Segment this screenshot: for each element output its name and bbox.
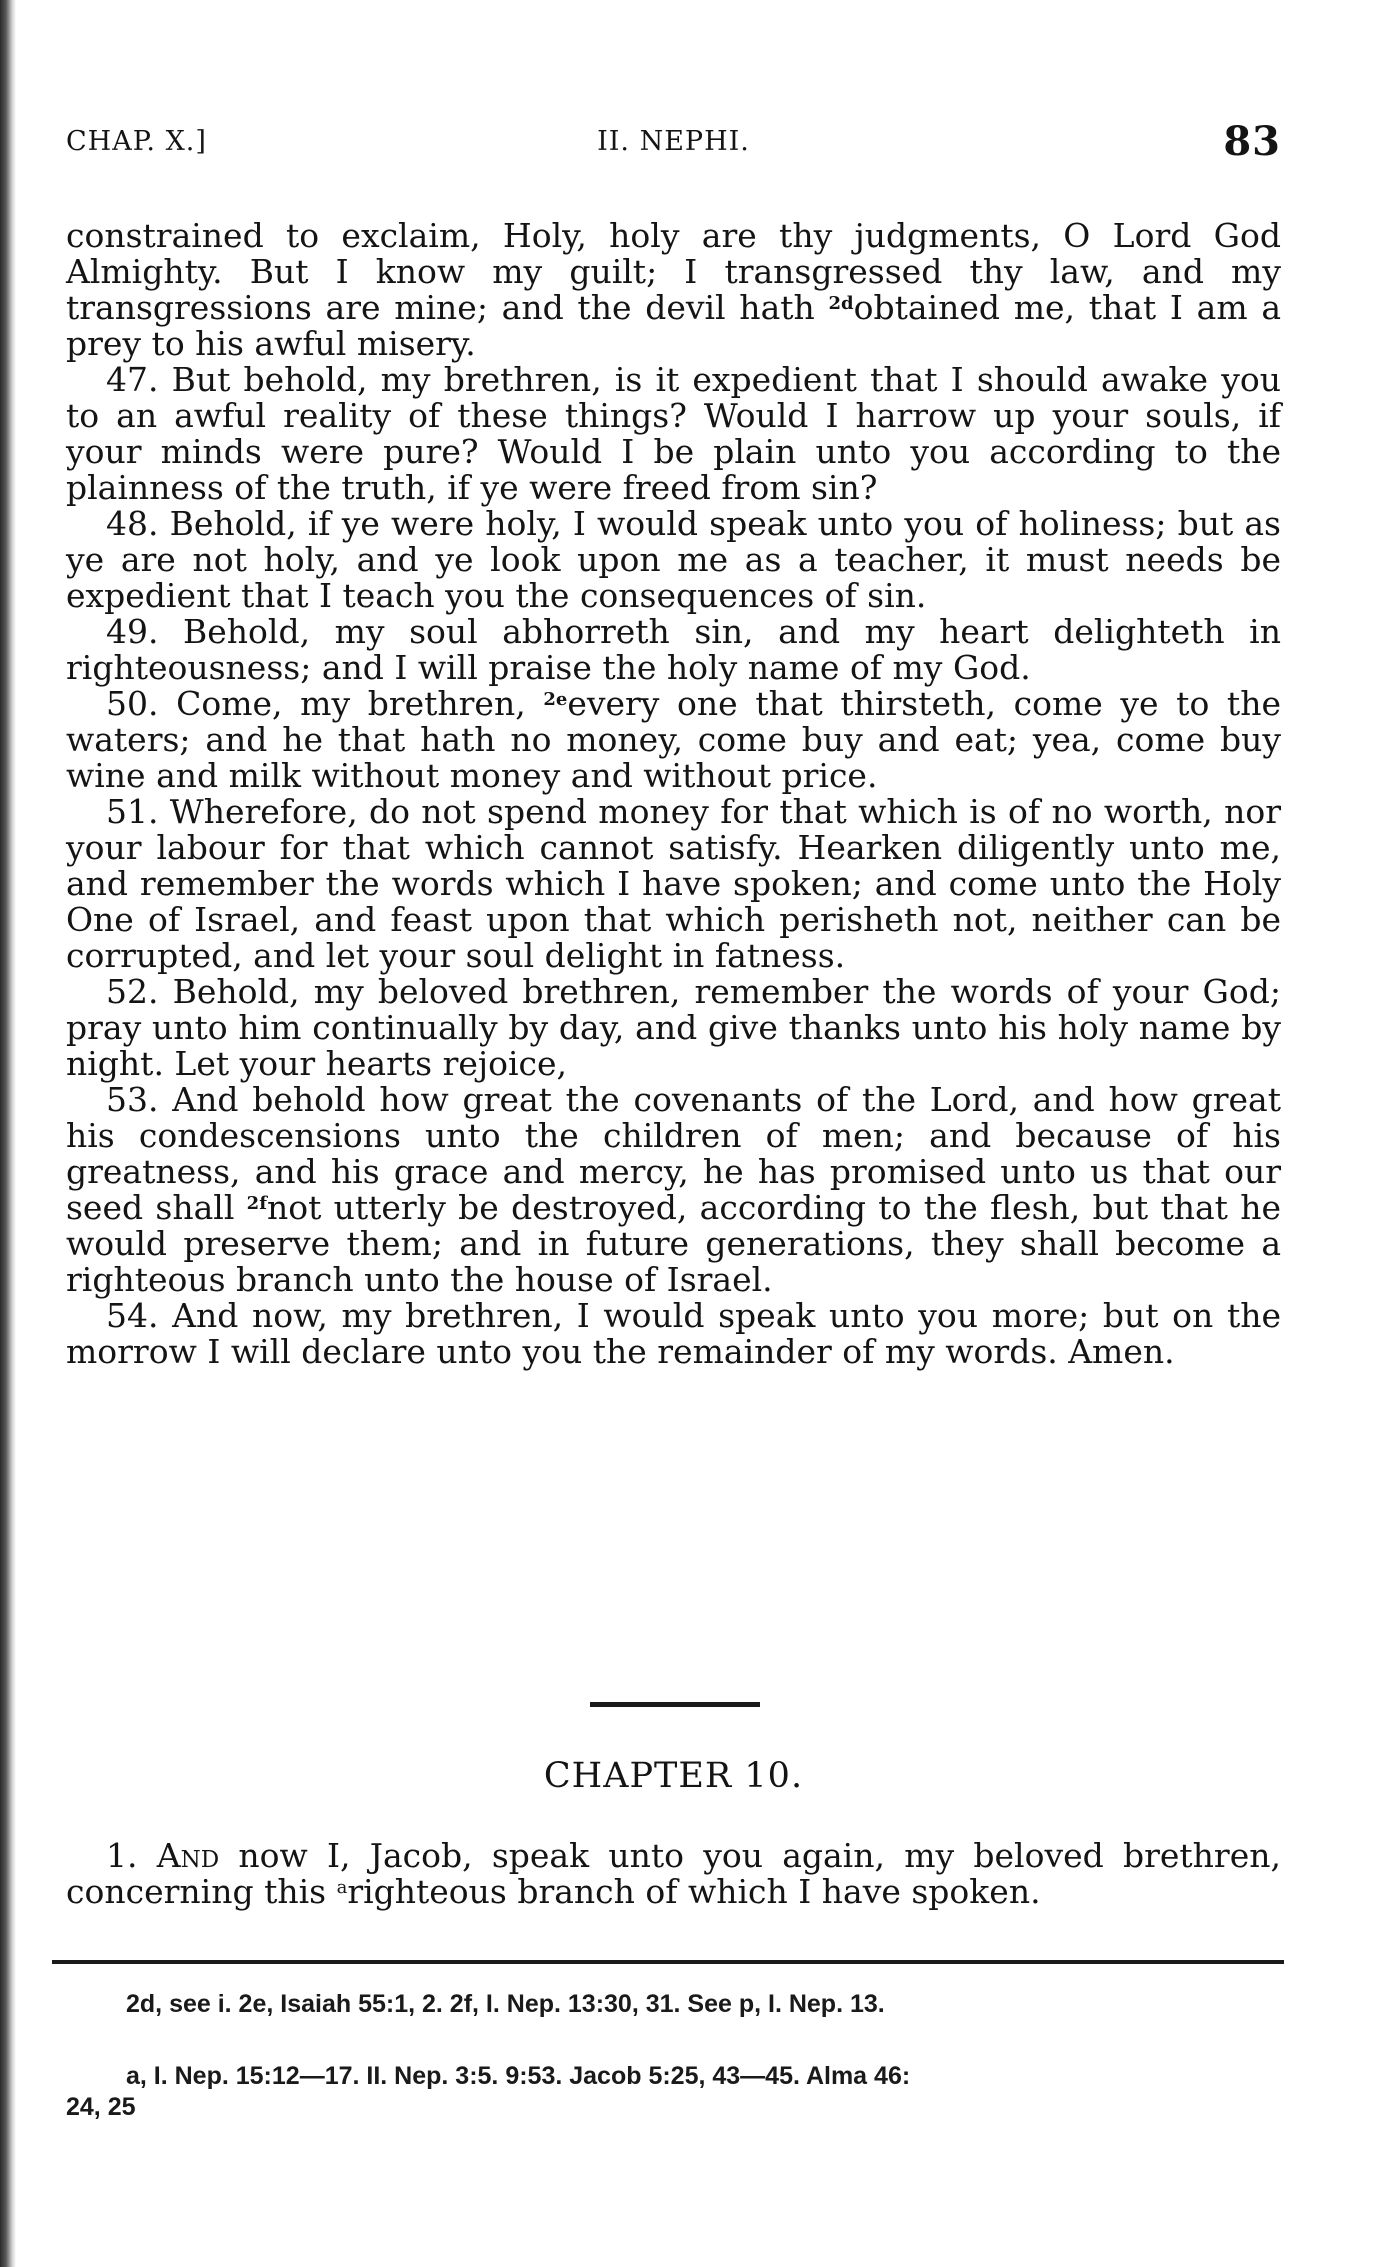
page-binding-edge bbox=[0, 0, 16, 2267]
chapter-heading: CHAPTER 10. bbox=[543, 1756, 804, 1796]
page-number: 83 bbox=[1223, 118, 1281, 165]
footnote-rule bbox=[52, 1960, 1284, 1964]
verse-54: 54. And now, my brethren, I would speak unto you more; but on the morrow I will declare unto you the remainder of my words. Amen. bbox=[66, 1296, 1281, 1371]
verse-52: 52. Behold, my beloved brethren, remember the words of your God; pray unto him continually by day, and give thanks unto his holy name by night. Let your hearts rejoice, bbox=[66, 972, 1281, 1083]
main-text bbox=[66, 218, 1281, 1370]
verse-49: 49. Behold, my soul abhorreth sin, and my heart delighteth in righteousness; and I will praise the holy name of my God. bbox=[66, 612, 1281, 687]
section-divider bbox=[590, 1702, 760, 1707]
footnote-continuation: 24, 25 bbox=[66, 2093, 136, 2121]
footnote-marker: 2e bbox=[543, 689, 568, 710]
footnote-marker: 2d bbox=[828, 293, 854, 314]
footnote-marker: 2f bbox=[246, 1193, 267, 1214]
continued-paragraph: constrained to exclaim, Holy, holy are thy judgments, O Lord God Almighty. But I know my guilt; I transgressed thy law, and my transgressions are mine; and the devil hath $^{2d}$obtained me, that I am a prey to his awful misery. bbox=[66, 216, 1281, 363]
book-title: II. NEPHI. bbox=[597, 126, 750, 157]
verse-1: 1. And now I, Jacob, speak unto you again, my beloved brethren, concerning this $^a$righteous branch of which I have spoken. bbox=[66, 1836, 1281, 1911]
running-header bbox=[66, 118, 1281, 178]
verse-53: 53. And behold how great the covenants of the Lord, and how great his condescensions unto the children of men; and because of his greatness, and his grace and mercy, he has promised unto us that our seed shall $^{2f}$not utterly be destroyed, according to the flesh, but that he would preserve them; and in future generations, they shall become a righteous branch unto the house of Israel. bbox=[66, 1080, 1281, 1299]
chapter-label: CHAP. X.] bbox=[66, 126, 207, 157]
verse-51: 51. Wherefore, do not spend money for that which is of no worth, nor your labour for that which cannot satisfy. Hearken diligently unto me, and remember the words which I have spoken; and come unto the Holy One of Israel, and feast upon that which perisheth not, neither can be corrupted, and let your soul delight in fatness. bbox=[66, 792, 1281, 975]
verse-47: 47. But behold, my brethren, is it expedient that I should awake you to an awful reality of these things? Would I harrow up your souls, if your minds were pure? Would I be plain unto you according to the plainness of the truth, if ye were freed from sin? bbox=[66, 360, 1281, 507]
verse-48: 48. Behold, if ye were holy, I would speak unto you of holiness; but as ye are not holy, and ye look upon me as a teacher, it must needs be expedient that I teach you the consequences of sin. bbox=[66, 504, 1281, 615]
footnote-marker: a bbox=[336, 1877, 348, 1898]
footnote-line: a, I. Nep. 15:12—17. II. Nep. 3:5. 9:53. Jacob 5:25, 43—45. Alma 46: 24, 25 bbox=[66, 2062, 1281, 2122]
verse-50: 50. Come, my brethren, $^{2e}$every one that thirsteth, come ye to the waters; and he that hath no money, come buy and eat; yea, come buy wine and milk without money and without price. bbox=[66, 684, 1281, 795]
footnote-line: 2d, see i. 2e, Isaiah 55:1, 2. 2f, I. Nep. 13:30, 31. See p, I. Nep. 13. bbox=[126, 1990, 885, 2018]
chapter-text bbox=[66, 1838, 1281, 1910]
